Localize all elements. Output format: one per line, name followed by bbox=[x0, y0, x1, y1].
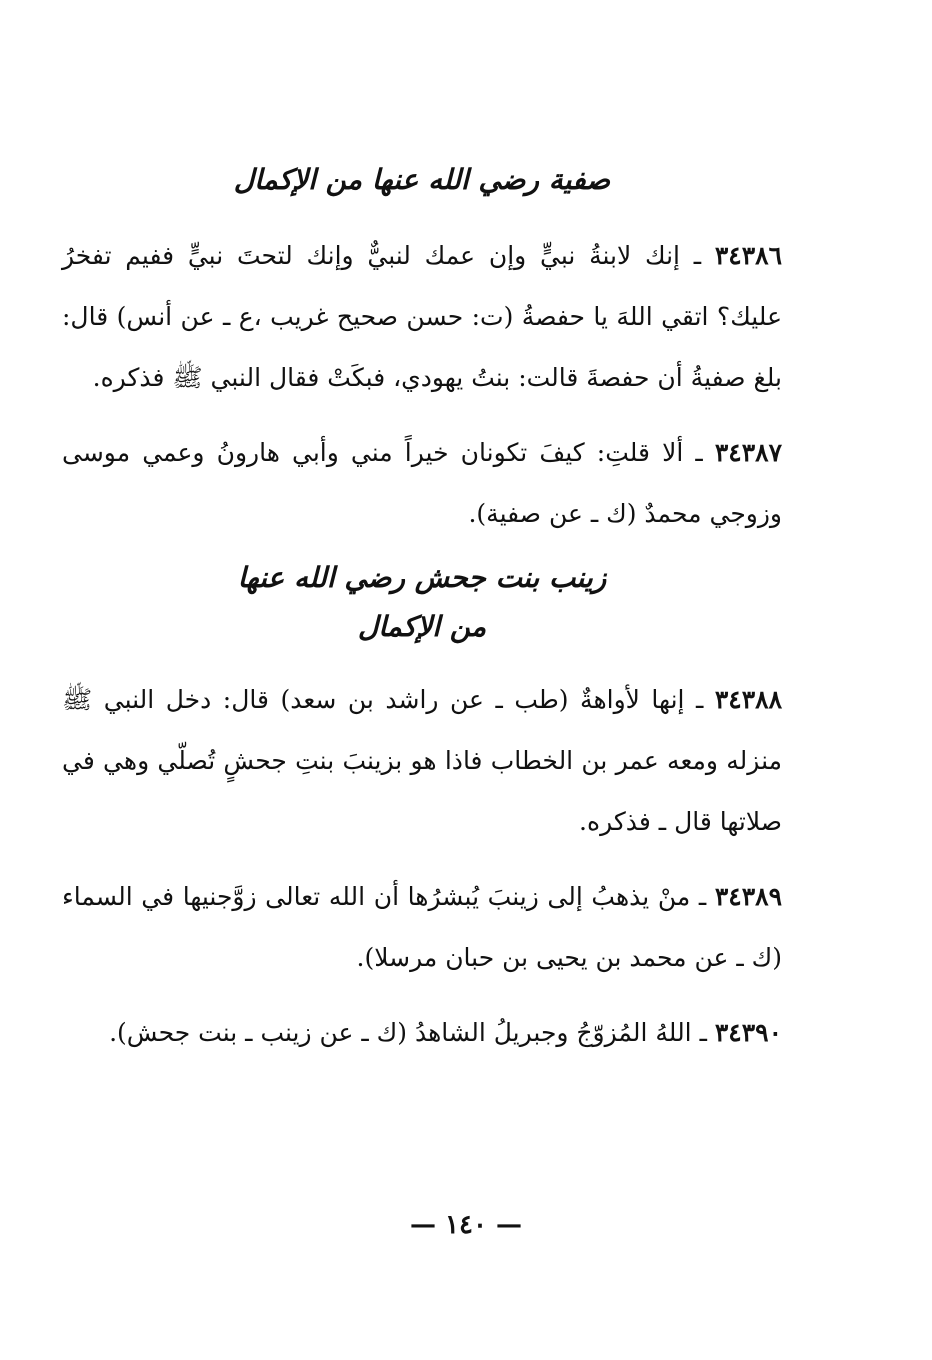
hadith-34386 bbox=[62, 225, 782, 408]
section-heading-zaynab: زينب بنت جحش رضي الله عنها bbox=[237, 561, 607, 595]
hadith-text: ـ إنك لابنةُ نبيٍّ وإن عمك لنبيٌّ وإنك لتحتَ نبيٍّ ففيم تفخرُ عليك؟ اتقي اللهَ يا حفصةُ (ت: حسن صحيح غريب ،ع ـ عن أنس) قال: بلغ صفيةُ أن حفصةَ قالت: بنتُ يهودي، فبكَتْ فقال النبي ﷺ فذكره. bbox=[62, 241, 782, 393]
hadith-34388 bbox=[62, 669, 782, 852]
hadith-number: ٣٤٣٨٨ bbox=[714, 684, 782, 714]
page-number: — ١٤٠ — bbox=[409, 1210, 523, 1240]
hadith-number: ٣٤٣٨٩ bbox=[714, 881, 782, 911]
hadith-text: ـ اللهُ المُزوّجُ وجبريلُ الشاهدُ (ك ـ عن زينب ـ بنت جحش). bbox=[109, 1017, 707, 1047]
section-subheading-ikmal: من الإكمال bbox=[357, 610, 487, 644]
hadith-34387 bbox=[62, 422, 782, 544]
hadith-34389 bbox=[62, 866, 782, 988]
hadith-text: ـ منْ يذهبُ إلى زينبَ يُبشرُها أن الله تعالى زوَّجنيها في السماء (ك ـ عن محمد بن يحيى بن حبان مرسلا). bbox=[62, 881, 782, 972]
hadith-text: ـ ألا قلتِ: كيفَ تكونان خيراً مني وأبي هارونُ وعمي موسى وزوجي محمدٌ (ك ـ عن صفية). bbox=[62, 438, 782, 529]
section-heading-safiyya: صفية رضي الله عنها من الإكمال bbox=[233, 163, 611, 196]
hadith-number: ٣٤٣٨٧ bbox=[714, 438, 782, 468]
hadith-number: ٣٤٣٨٦ bbox=[714, 241, 782, 271]
page-body bbox=[62, 150, 782, 1077]
hadith-text: ـ إنها لأواهةٌ (طب ـ عن راشد بن سعد) قال: دخل النبي ﷺ منزله ومعه عمر بن الخطاب فاذا هو بزينبَ بنتِ جحشٍ تُصلّي وهي في صلاتها قال ـ فذكره. bbox=[62, 684, 782, 836]
hadith-34390 bbox=[62, 1002, 782, 1063]
hadith-number: ٣٤٣٩٠ bbox=[714, 1017, 782, 1047]
